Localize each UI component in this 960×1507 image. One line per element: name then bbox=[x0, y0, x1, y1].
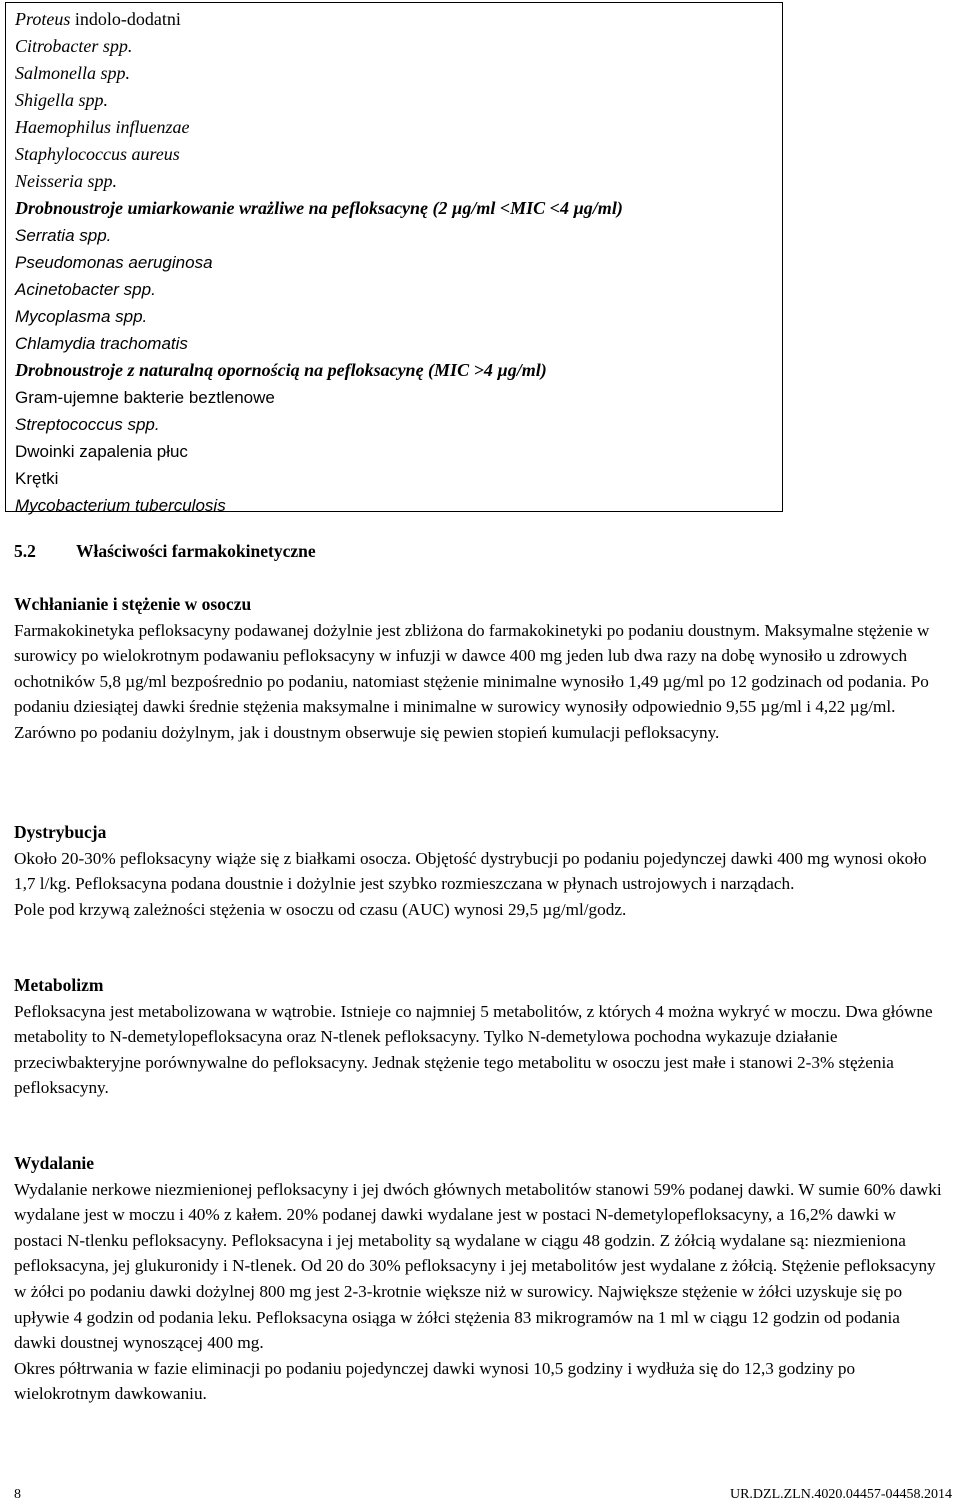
category-heading: Drobnoustroje z naturalną opornością na pefloksacynę (MIC >4 µg/ml) bbox=[15, 360, 547, 380]
paragraph: Okres półtrwania w fazie eliminacji po podaniu pojedynczej dawki wynosi 10,5 godziny i wydłuża się do 12,3 godziny po wielokrotnym dawkowaniu. bbox=[14, 1358, 856, 1404]
subsection-absorption bbox=[14, 592, 944, 746]
subsection-heading: Dystrybucja bbox=[14, 822, 107, 842]
category-heading: Drobnoustroje umiarkowanie wrażliwe na pefloksacynę (2 µg/ml <MIC <4 µg/ml) bbox=[15, 198, 623, 218]
paragraph: Zarówno po podaniu dożylnym, jak i doustnym obserwuje się pewien stopień kumulacji pefloksacyny. bbox=[14, 722, 720, 742]
organism-item: Haemophilus influenzae bbox=[15, 117, 190, 137]
organism-item: Citrobacter spp. bbox=[15, 36, 133, 56]
organism-item: Chlamydia trachomatis bbox=[15, 334, 188, 353]
paragraph: Około 20-30% pefloksacyny wiąże się z białkami osocza. Objętość dystrybucji po podaniu pojedynczej dawki 400 mg wynosi około 1,7 l/kg. Pefloksacyna podana doustnie i dożylnie jest szybko rozmieszczana w płynach ustrojowych i narządach. bbox=[14, 848, 927, 894]
organism-table bbox=[5, 2, 783, 515]
subsection-excretion bbox=[14, 1151, 944, 1407]
organism-item: Serratia spp. bbox=[15, 226, 112, 245]
subsection-heading: Wydalanie bbox=[14, 1153, 95, 1173]
paragraph: Wydalanie nerkowe niezmienionej pefloksacyny i jej dwóch głównych metabolitów stanowi 59% podanej dawki. W sumie 60% dawki wydalane jest w moczu i 40% z kałem. 20% podanej dawki wydalane jest w postaci N-demetylopefloksacyny, a 16,2% dawki w postaci N-tlenku pefloksacyny. Pefloksacyna i jej metabolity są wydalane w ciągu 48 godzin. Z żółcią wydalane są: niezmieniona pefloksacyna, jej glukuronidy i N-tlenek. Od 20 do 30% pefloksacyny i jej metabolitów jest wydalane z żółcią. Stężenie pefloksacyny w żółci po podaniu dawki dożylnej 800 mg jest 2-3-krotnie większe niż w surowicy. Największe stężenie w żółci uzyskuje się po upływie 4 godzin od podania leku. Pefloksacyna osiąga w żółci stężenia 83 mikrogramów na 1 ml w ciągu 12 godzin od podania dawki doustnej wynoszącej 400 mg. bbox=[14, 1179, 942, 1353]
subsection-heading: Metabolizm bbox=[14, 975, 104, 995]
paragraph: Farmakokinetyka pefloksacyny podawanej dożylnie jest zbliżona do farmakokinetyki po podaniu doustnym. Maksymalne stężenie w surowicy po wielokrotnym podawaniu pefloksacyny w infuzji w dawce 400 mg jeden lub dwa razy na dobę wynosiło u zdrowych ochotników 5,8 µg/ml bezpośrednio po podaniu, natomiast stężenie minimalne wynosiło 1,49 µg/ml po 12 godzinach od podania. Po podaniu dziesiątej dawki średnie stężenia maksymalne i minimalne w surowicy wynosiły odpowiednio 9,55 µg/ml i 4,22 µg/ml. bbox=[14, 620, 930, 717]
subsection-heading: Wchłanianie i stężenie w osoczu bbox=[14, 594, 252, 614]
organism-item: Mycoplasma spp. bbox=[15, 307, 148, 326]
organism-item: Acinetobacter spp. bbox=[15, 280, 156, 299]
organism-item: Krętki bbox=[15, 469, 59, 488]
page-number: 8 bbox=[14, 1487, 21, 1502]
organism-item: Shigella spp. bbox=[15, 90, 108, 110]
section-title bbox=[14, 541, 316, 562]
paragraph: Pefloksacyna jest metabolizowana w wątrobie. Istnieje co najmniej 5 metabolitów, z których 4 można wykryć w moczu. Dwa główne metabolity to N-demetylopefloksacyna oraz N-tlenek pefloksacyny. Tylko N-demetylowa pochodna wykazuje działanie przeciwbakteryjne porównywalne do pefloksacyny. Jednak stężenie tego metabolitu w osoczu jest małe i stanowi 2-3% stężenia pefloksacyny. bbox=[14, 1001, 933, 1098]
organism-item: Neisseria spp. bbox=[15, 171, 118, 191]
paragraph: Pole pod krzywą zależności stężenia w osoczu od czasu (AUC) wynosi 29,5 µg/ml/godz. bbox=[14, 899, 627, 919]
document-code: UR.DZL.ZLN.4020.04457-04458.2014 bbox=[729, 1487, 952, 1502]
organism-item: Mycobacterium tuberculosis bbox=[15, 496, 226, 515]
section-heading: Właściwości farmakokinetyczne bbox=[76, 541, 316, 561]
organism-item: Proteus indolo-dodatni bbox=[15, 9, 181, 29]
organism-item: Pseudomonas aeruginosa bbox=[15, 253, 213, 272]
organism-item: Gram-ujemne bakterie beztlenowe bbox=[15, 388, 275, 407]
organism-item: Dwoinki zapalenia płuc bbox=[15, 442, 188, 461]
organism-item: Salmonella spp. bbox=[15, 63, 130, 83]
organism-list bbox=[15, 6, 623, 519]
subsection-metabolism bbox=[14, 973, 944, 1101]
organism-item: Streptococcus spp. bbox=[15, 415, 160, 434]
organism-item: Staphylococcus aureus bbox=[15, 144, 180, 164]
subsection-distribution bbox=[14, 820, 944, 922]
section-number: 5.2 bbox=[14, 541, 36, 561]
